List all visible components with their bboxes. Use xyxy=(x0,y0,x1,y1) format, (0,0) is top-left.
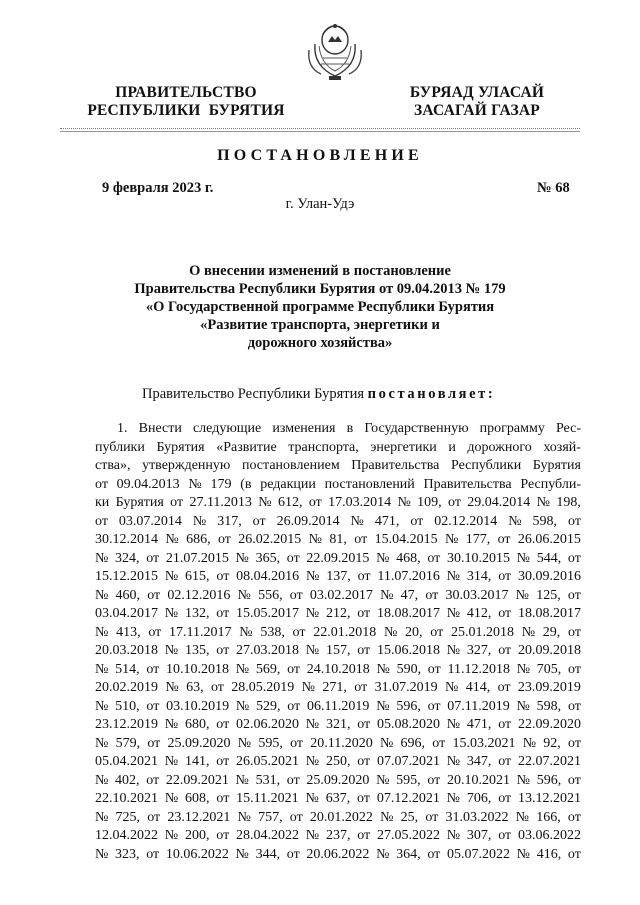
document-city: г. Улан-Удэ xyxy=(285,196,355,212)
government-name-line1: ПРАВИТЕЛЬСТВО xyxy=(115,84,257,101)
body-line: ки Бурятия от 27.11.2013 № 612, от 17.03.2014 № 109, от 29.04.2014 № 198, xyxy=(95,495,581,510)
government-name-russian xyxy=(86,84,286,120)
body-line: № 323, от 10.06.2022 № 344, от 20.06.2022 № 364, от 05.07.2022 № 416, от xyxy=(95,846,581,862)
subject-line: «Развитие транспорта, энергетики и xyxy=(200,317,440,333)
government-name-buryat-line2: ЗАСАГАЙ ГАЗАР xyxy=(414,102,540,119)
body-line: 03.04.2017 № 132, от 15.05.2017 № 212, от 18.08.2017 № 412, от 18.08.2017 xyxy=(95,606,581,621)
body-line: № 402, от 22.09.2021 № 531, от 25.09.2020 № 595, от 20.10.2021 № 596, от xyxy=(95,772,581,788)
body-line: 1. Внести следующие изменения в Государственную программу Рес- xyxy=(117,421,581,436)
body-line: от 03.07.2014 № 317, от 26.09.2014 № 471, от 02.12.2014 № 598, от xyxy=(95,513,581,529)
body-line: № 579, от 25.09.2020 № 595, от 20.11.2020 № 696, от 15.03.2021 № 92, от xyxy=(95,735,581,751)
subject-line: дорожного хозяйства» xyxy=(247,335,393,351)
body-line: 20.02.2019 № 63, от 28.05.2019 № 271, от 31.07.2019 № 414, от 23.09.2019 xyxy=(95,680,581,695)
subject-line: О внесении изменений в постановление xyxy=(189,263,451,279)
body-line: 22.10.2021 № 608, от 15.11.2021 № 637, от 07.12.2021 № 706, от 13.12.2021 xyxy=(95,791,581,806)
body-line: № 460, от 02.12.2016 № 556, от 03.02.2017 № 47, от 30.03.2017 № 125, от xyxy=(95,587,581,603)
body-line: № 510, от 03.10.2019 № 529, от 06.11.2019 № 596, от 07.11.2019 № 598, от xyxy=(95,698,581,714)
government-name-buryat-line1: БУРЯАД УЛАСАЙ xyxy=(409,84,545,101)
preamble xyxy=(142,386,495,403)
body-line: № 514, от 10.10.2018 № 569, от 24.10.2018 № 590, от 11.12.2018 № 705, от xyxy=(95,661,581,677)
coat-of-arms-icon xyxy=(299,14,371,82)
subject-line: «О Государственной программе Республики Бурятия xyxy=(145,299,495,315)
document-body xyxy=(95,420,581,864)
body-line: 12.04.2022 № 200, от 28.04.2022 № 237, от 27.05.2022 № 307, от 03.06.2022 xyxy=(95,828,581,843)
body-line: публики Бурятия «Развитие транспорта, энергетики и дорожного хозяй- xyxy=(95,439,581,455)
body-line: 15.12.2015 № 615, от 08.04.2016 № 137, от 11.07.2016 № 314, от 30.09.2016 xyxy=(95,569,581,584)
document-number: № 68 xyxy=(537,180,570,196)
subject-line: Правительства Республики Бурятия от 09.04.2013 № 179 xyxy=(134,281,506,297)
document-subject xyxy=(100,262,540,352)
header-divider-dotted xyxy=(60,128,580,129)
government-name-buryat xyxy=(392,84,562,120)
document-title: ПОСТАНОВЛЕНИЕ xyxy=(217,147,423,164)
body-line: № 324, от 21.07.2015 № 365, от 22.09.2015 № 468, от 30.10.2015 № 544, от xyxy=(95,550,581,566)
body-line: № 725, от 23.12.2021 № 757, от 20.01.2022 № 25, от 31.03.2022 № 166, от xyxy=(95,809,581,825)
body-line: 20.03.2018 № 135, от 27.03.2018 № 157, от 15.06.2018 № 327, от 20.09.2018 xyxy=(95,643,581,658)
body-line: 23.12.2019 № 680, от 02.06.2020 № 321, от 05.08.2020 № 471, от 22.09.2020 xyxy=(95,717,581,732)
preamble-resolves: постановляет: xyxy=(367,386,496,402)
government-name-line2: РЕСПУБЛИКИ БУРЯТИЯ xyxy=(87,102,285,119)
body-line: от 09.04.2013 № 179 (в редакции постановлений Правительства Республи- xyxy=(95,476,581,492)
body-line: № 413, от 17.11.2017 № 538, от 22.01.2018 № 20, от 25.01.2018 № 29, от xyxy=(95,624,581,640)
body-line: 05.04.2021 № 141, от 26.05.2021 № 250, от 07.07.2021 № 347, от 22.07.2021 xyxy=(95,754,581,769)
document-date: 9 февраля 2023 г. xyxy=(102,180,214,196)
preamble-text: Правительство Республики Бурятия xyxy=(142,386,368,402)
body-line: 30.12.2014 № 686, от 26.02.2015 № 81, от 15.04.2015 № 177, от 26.06.2015 xyxy=(95,532,581,547)
body-line: ства», утвержденную постановлением Правительства Республики Бурятия xyxy=(95,458,581,473)
header-divider-solid xyxy=(60,131,580,132)
